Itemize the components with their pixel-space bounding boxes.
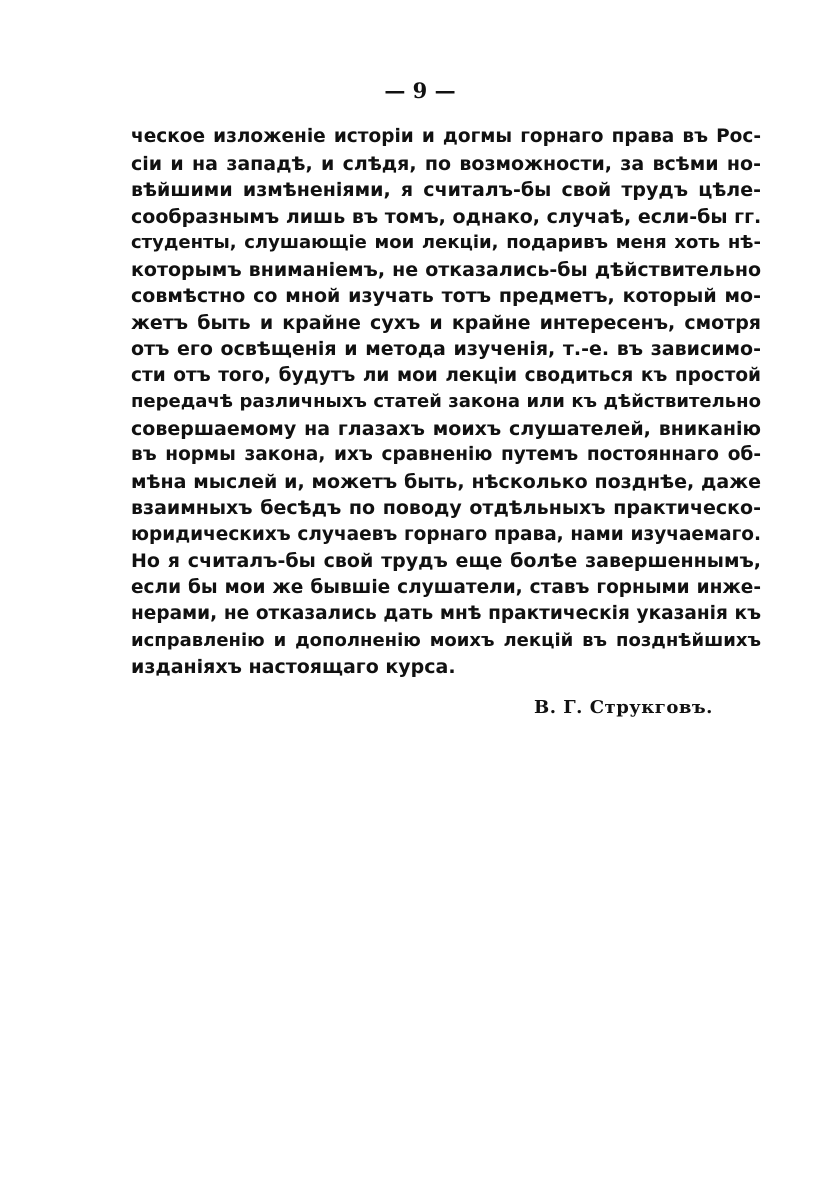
text-line: взаимныхъ бесѣдъ по поводу отдѣльныхъ практическо- xyxy=(131,497,761,519)
text-line: нерами, не отказались дать мнѣ практическія указанія къ xyxy=(131,603,761,624)
text-line: исправленію и дополненію моихъ лекцій въ позднѣйшихъ xyxy=(131,629,761,651)
text-line: передачѣ различныхъ статей закона или къ дѣйствительно xyxy=(131,391,761,412)
text-line: отъ его освѣщенія и метода изученія, т.-е. въ зависимо- xyxy=(131,338,761,360)
text-line: сообразнымъ лишь въ томъ, однако, случаѣ, если-бы гг. xyxy=(131,205,762,228)
text-line: въ нормы закона, ихъ сравненію путемъ постояннаго об- xyxy=(131,444,761,465)
text-line: Но я считалъ-бы свой трудъ еще болѣе завершеннымъ, xyxy=(131,550,761,572)
text-line: вѣйшими измѣненіями, я считалъ-бы свой трудъ цѣле- xyxy=(131,179,761,201)
text-line: если бы мои же бывшіе слушатели, ставъ горными инже- xyxy=(131,576,761,598)
author-signature: В. Г. Струкговъ. xyxy=(534,697,713,718)
text-line: совмѣстно со мной изучать тотъ предметъ, который мо- xyxy=(131,285,761,307)
text-line: юридическихъ случаевъ горнаго права, нами изучаемаго. xyxy=(131,523,761,545)
text-line: которымъ вниманіемъ, не отказались-бы дѣйствительно xyxy=(131,258,761,281)
text-line: ческое изложеніе исторіи и догмы горнаго права въ Рос- xyxy=(131,126,761,147)
text-line: мѣна мыслей и, можетъ быть, нѣсколько позднѣе, даже xyxy=(131,470,761,493)
text-line: сіи и на западѣ, и слѣдя, по возможности, за всѣми но- xyxy=(131,152,761,175)
text-line: сти отъ того, будутъ ли мои лекціи сводиться къ простой xyxy=(131,364,761,386)
page-number: — 9 — xyxy=(384,78,456,103)
text-line: жетъ быть и крайне сухъ и крайне интересенъ, смотря xyxy=(131,311,761,334)
text-line: совершаемому на глазахъ моихъ слушателей, вниканію xyxy=(131,417,761,440)
text-line: изданіяхъ настоящаго курса. xyxy=(131,656,456,678)
text-line: студенты, слушающіе мои лекціи, подаривъ меня хоть нѣ- xyxy=(131,232,761,253)
body-text xyxy=(131,124,761,681)
